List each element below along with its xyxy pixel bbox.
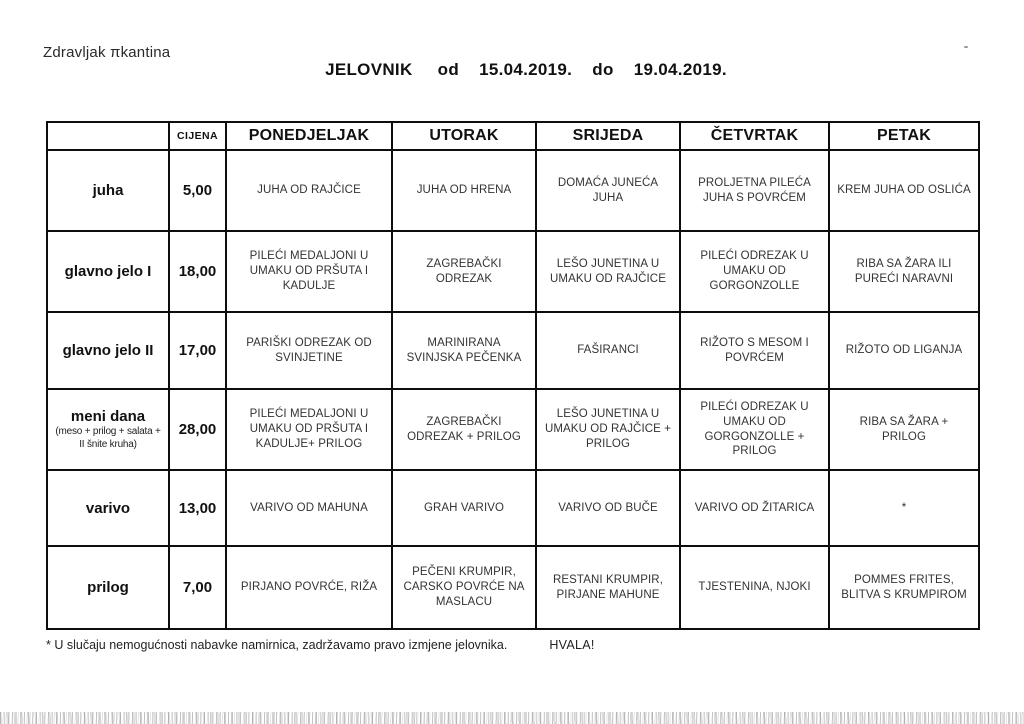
row-label-meni-dana <box>47 389 169 470</box>
row-sublabel-text: (meso + prilog + salata + II šnite kruha) <box>55 426 161 450</box>
table-row-side-dish <box>47 546 979 629</box>
price-cell: 17,00 <box>169 312 226 389</box>
row-label-text: meni dana <box>70 408 146 425</box>
price-cell: 13,00 <box>169 470 226 546</box>
menu-cell: * <box>829 470 979 546</box>
footnote-text: * U slučaju nemogućnosti nabavke namirnica, zadržavamo pravo izmjene jelovnika. <box>46 638 508 652</box>
brand-name: Zdravljak πkantina <box>43 44 171 61</box>
corner-blank-cell <box>47 122 169 150</box>
menu-cell: DOMAĆA JUNEĆA JUHA <box>536 150 680 231</box>
row-label-juha: juha <box>47 150 169 231</box>
day-header-tuesday: UTORAK <box>392 122 536 150</box>
page-title: JELOVNIK od 15.04.2019. do 19.04.2019. <box>325 60 727 79</box>
menu-cell: ZAGREBAČKI ODREZAK <box>392 231 536 312</box>
menu-cell: RIBA SA ŽARA ILI PUREĆI NARAVNI <box>829 231 979 312</box>
menu-cell: PILEĆI ODREZAK U UMAKU OD GORGONZOLLE <box>680 231 829 312</box>
day-header-friday: PETAK <box>829 122 979 150</box>
day-header-wednesday: SRIJEDA <box>536 122 680 150</box>
price-column-header: CIJENA <box>169 122 226 150</box>
menu-cell: PIRJANO POVRĆE, RIŽA <box>226 546 392 629</box>
footnote <box>46 638 595 652</box>
menu-cell: PROLJETNA PILEĆA JUHA S POVRĆEM <box>680 150 829 231</box>
menu-cell: ZAGREBAČKI ODREZAK + PRILOG <box>392 389 536 470</box>
row-label-glavno-jelo-2: glavno jelo II <box>47 312 169 389</box>
price-cell: 18,00 <box>169 231 226 312</box>
menu-cell: POMMES FRITES, BLITVA S KRUMPIROM <box>829 546 979 629</box>
menu-cell: PILEĆI MEDALJONI U UMAKU OD PRŠUTA I KADULJE <box>226 231 392 312</box>
row-label-glavno-jelo-1: glavno jelo I <box>47 231 169 312</box>
menu-cell: JUHA OD HRENA <box>392 150 536 231</box>
day-header-thursday: ČETVRTAK <box>680 122 829 150</box>
menu-cell: RIŽOTO S MESOM I POVRĆEM <box>680 312 829 389</box>
menu-cell: RIBA SA ŽARA + PRILOG <box>829 389 979 470</box>
scan-artifact-dot <box>964 46 968 48</box>
price-cell: 7,00 <box>169 546 226 629</box>
menu-cell: MARINIRANA SVINJSKA PEČENKA <box>392 312 536 389</box>
menu-cell: KREM JUHA OD OSLIĆA <box>829 150 979 231</box>
menu-cell: VARIVO OD BUČE <box>536 470 680 546</box>
menu-cell: PILEĆI ODREZAK U UMAKU OD GORGONZOLLE + PRILOG <box>680 389 829 470</box>
scan-noise-strip <box>0 712 1024 724</box>
row-label-prilog: prilog <box>47 546 169 629</box>
menu-cell: FAŠIRANCI <box>536 312 680 389</box>
menu-cell: PARIŠKI ODREZAK OD SVINJETINE <box>226 312 392 389</box>
row-label-varivo: varivo <box>47 470 169 546</box>
table-row-main-1 <box>47 231 979 312</box>
footnote-thanks: HVALA! <box>549 638 595 652</box>
price-cell: 28,00 <box>169 389 226 470</box>
menu-cell: VARIVO OD ŽITARICA <box>680 470 829 546</box>
day-header-monday: PONEDJELJAK <box>226 122 392 150</box>
price-cell: 5,00 <box>169 150 226 231</box>
menu-cell: LEŠO JUNETINA U UMAKU OD RAJČICE <box>536 231 680 312</box>
menu-cell: RESTANI KRUMPIR, PIRJANE MAHUNE <box>536 546 680 629</box>
menu-cell: JUHA OD RAJČICE <box>226 150 392 231</box>
menu-cell: PEČENI KRUMPIR, CARSKO POVRĆE NA MASLACU <box>392 546 536 629</box>
menu-cell: LEŠO JUNETINA U UMAKU OD RAJČICE + PRILOG <box>536 389 680 470</box>
menu-cell: PILEĆI MEDALJONI U UMAKU OD PRŠUTA I KADULJE+ PRILOG <box>226 389 392 470</box>
header-row <box>47 122 979 150</box>
menu-cell: RIŽOTO OD LIGANJA <box>829 312 979 389</box>
table-row-main-2 <box>47 312 979 389</box>
table-row-daily-menu <box>47 389 979 470</box>
table-row-stew <box>47 470 979 546</box>
menu-cell: GRAH VARIVO <box>392 470 536 546</box>
menu-cell: VARIVO OD MAHUNA <box>226 470 392 546</box>
menu-table <box>46 121 980 630</box>
table-row-soup <box>47 150 979 231</box>
menu-cell: TJESTENINA, NJOKI <box>680 546 829 629</box>
